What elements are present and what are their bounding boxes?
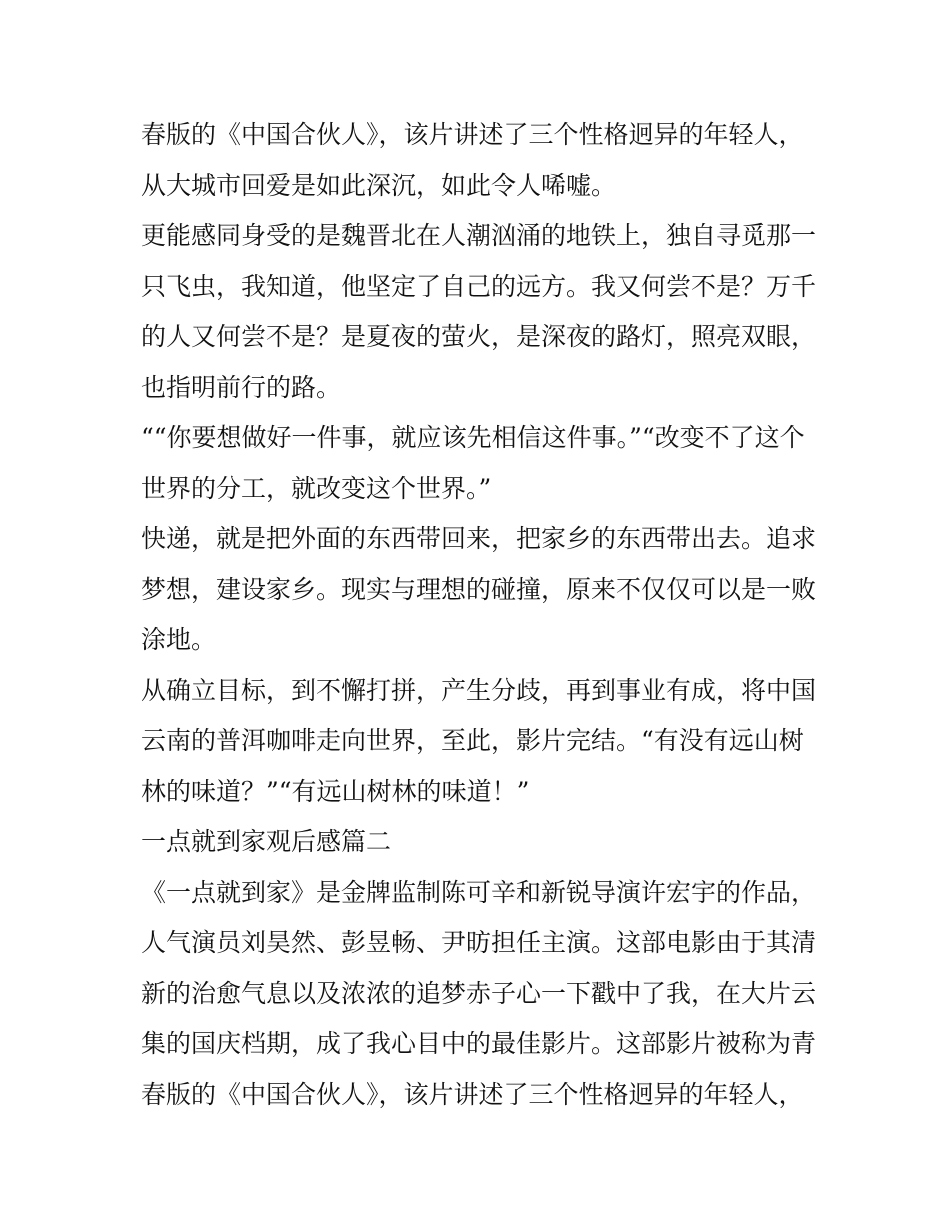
text-line: 快递，就是把外面的东西带回来，把家乡的东西带出去。追求 xyxy=(141,524,817,553)
text-line: 的人又何尝不是？是夏夜的萤火，是深夜的路灯，照亮双眼， xyxy=(141,322,817,351)
text-line: 只飞虫，我知道，他坚定了自己的远方。我又何尝不是？万千 xyxy=(141,271,817,301)
text-line: 集的国庆档期，成了我心目中的最佳影片。这部影片被称为青 xyxy=(141,1029,817,1058)
text-line: 涂地。 xyxy=(141,625,217,654)
text-line: 从大城市回爱是如此深沉，如此令人唏嘘。 xyxy=(141,170,617,200)
text-line: 新的治愈气息以及浓浓的追梦赤子心一下戳中了我，在大片云 xyxy=(141,978,817,1008)
text-line: 春版的《中国合伙人》，该片讲述了三个性格迥异的年轻人， xyxy=(141,120,804,149)
text-line: 也指明前行的路。 xyxy=(141,372,342,402)
section-heading: 一点就到家观后感篇二 xyxy=(141,827,392,856)
text-line: 林的味道？”“有远山树林的味道！” xyxy=(141,776,530,806)
text-line: 《一点就到家》是金牌监制陈可辛和新锐导演许宏宇的作品， xyxy=(141,877,817,907)
document-body xyxy=(141,110,821,1120)
text-line: 更能感同身受的是魏晋北在人潮汹涌的地铁上，独自寻觅那一 xyxy=(141,221,817,250)
text-line: 从确立目标，到不懈打拼，产生分歧，再到事业有成，将中国 xyxy=(141,675,817,705)
text-line: 人气演员刘昊然、彭昱畅、尹昉担任主演。这部电影由于其清 xyxy=(141,928,817,957)
text-line: 梦想，建设家乡。现实与理想的碰撞，原来不仅仅可以是一败 xyxy=(141,574,817,604)
text-line: 云南的普洱咖啡走向世界，至此，影片完结。“有没有远山树 xyxy=(141,726,804,755)
text-line: 春版的《中国合伙人》，该片讲述了三个性格迥异的年轻人， xyxy=(141,1079,804,1109)
text-line: ““你要想做好一件事，就应该先相信这件事。”“改变不了这个 xyxy=(141,423,805,452)
text-line: 世界的分工，就改变这个世界。” xyxy=(141,473,492,503)
